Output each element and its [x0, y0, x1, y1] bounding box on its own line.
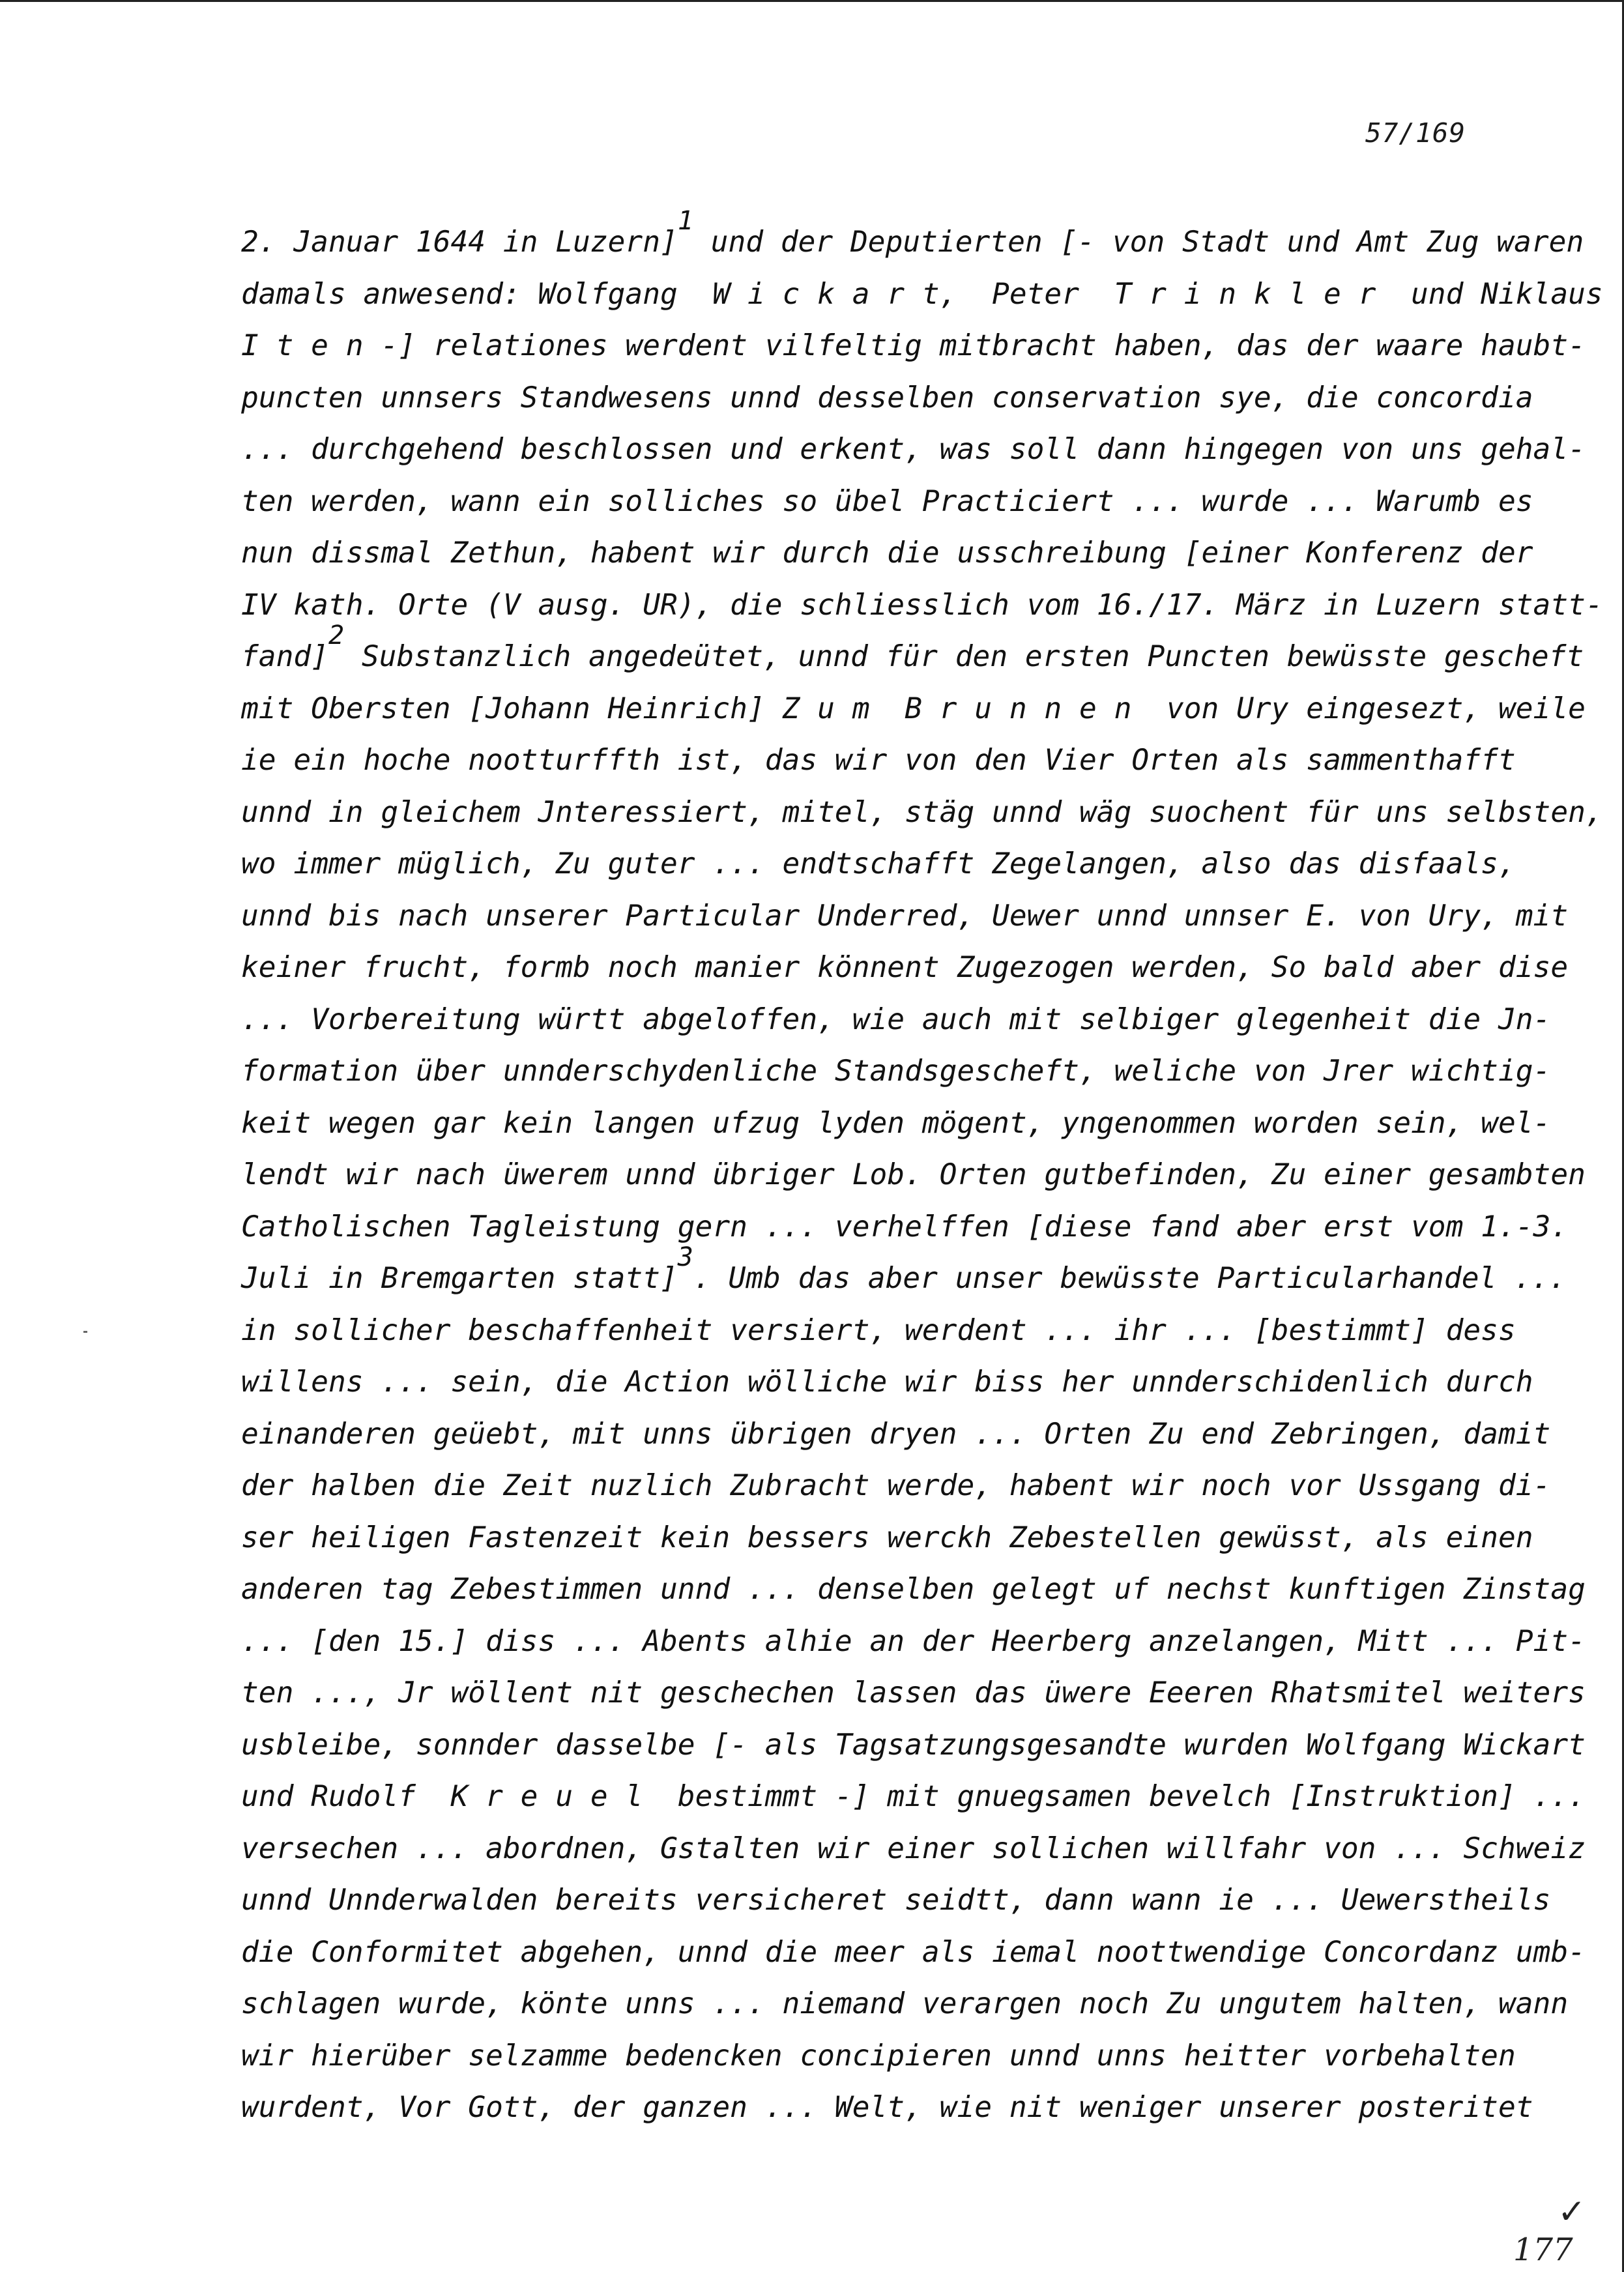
line-text: ... [den 15.] diss ... Abents alhie an der Heerberg anzelangen, Mitt ... Pit-: [241, 1624, 1586, 1658]
line-text-continued: und der Deputierten [- von Stadt und Amt Zug waren: [693, 226, 1584, 259]
text-line: [241, 1512, 1533, 1564]
footnote-marker: 3: [677, 1242, 693, 1272]
text-line: [241, 1616, 1586, 1668]
line-text: keiner frucht, formb noch manier könnent Zugezogen werden, So bald aber dise: [241, 951, 1569, 984]
line-text: Juli in Bremgarten statt]: [241, 1262, 678, 1295]
text-line: [241, 1305, 1516, 1357]
text-line: [241, 320, 1586, 372]
line-text: wo immer müglich, Zu guter ... endtschafft Zegelangen, also das disfaals,: [241, 847, 1516, 881]
text-line: [241, 1719, 1586, 1771]
text-line: [241, 994, 1551, 1046]
text-line: [241, 579, 1603, 632]
line-text: in sollicher beschaffenheit versiert, werdent ... ihr ... [bestimmt] dess: [241, 1313, 1516, 1347]
line-text: die Conformitet abgehen, unnd die meer als iemal noottwendige Concordanz umb-: [241, 1935, 1586, 1969]
line-text: wir hierüber selzamme bedencken concipieren unnd unns heitter vorbehalten: [241, 2039, 1516, 2073]
text-line: [241, 1045, 1551, 1098]
scan-border-top: [0, 0, 1624, 2]
line-text: 2. Januar 1644 in Luzern]: [241, 226, 678, 259]
text-line: [241, 683, 1586, 735]
line-text: nun dissmal Zethun, habent wir durch die usschreibung [einer Konferenz der: [241, 536, 1533, 570]
text-line: [241, 1201, 1569, 1253]
line-text: anderen tag Zebestimmen unnd ... denselben gelegt uf nechst kunftigen Zinstag: [241, 1573, 1586, 1606]
text-line: [241, 1408, 1551, 1461]
line-text: I t e n -] relationes werdent vilfeltig mitbracht haben, das der waare haubt-: [241, 329, 1586, 362]
footnote-marker: 1: [677, 206, 693, 236]
line-text: ... Vorbereitung württ abgeloffen, wie auch mit selbiger glegenheit die Jn-: [241, 1002, 1551, 1036]
line-text: einanderen geüebt, mit unns übrigen dryen ... Orten Zu end Zebringen, damit: [241, 1417, 1551, 1451]
text-line: [241, 206, 1584, 269]
text-line: [241, 1927, 1586, 1979]
line-text: und Rudolf K r e u e l bestimmt -] mit gnuegsamen bevelch [Instruktion] ...: [241, 1780, 1586, 1813]
line-text: ser heiligen Fastenzeit kein bessers werckh Zebestellen gewüsst, als einen: [241, 1521, 1533, 1554]
text-line: [241, 787, 1603, 839]
line-text: der halben die Zeit nuzlich Zubracht werde, habent wir noch vor Ussgang di-: [241, 1469, 1551, 1502]
footnote-marker: 2: [328, 620, 345, 650]
text-line: [241, 1823, 1586, 1875]
line-text: usbleibe, sonnder dasselbe [- als Tagsatzungsgesandte wurden Wolfgang Wickart: [241, 1728, 1586, 1762]
line-text: IV kath. Orte (V ausg. UR), die schliesslich vom 16./17. März in Luzern statt-: [241, 588, 1603, 622]
text-line: [241, 372, 1533, 424]
line-text: formation über unnderschydenliche Standsgescheft, weliche von Jrer wichtig-: [241, 1055, 1551, 1088]
text-line: [241, 942, 1569, 994]
text-line: [241, 1242, 1567, 1305]
text-line: [241, 1564, 1586, 1616]
checkmark-icon: ✓: [1558, 2192, 1586, 2232]
text-line: [241, 1771, 1586, 1823]
line-text: ten werden, wann ein solliches so übel Practiciert ... wurde ... Warumb es: [241, 484, 1533, 518]
line-text: puncten unnsers Standwesens unnd desselben conservation sye, die concordia: [241, 381, 1533, 415]
text-line: [241, 2030, 1516, 2082]
text-line: [241, 1667, 1586, 1719]
page-number: 57/169: [1365, 117, 1466, 149]
text-line: [241, 1874, 1551, 1927]
body-text: [241, 206, 1603, 2134]
line-text: fand]: [241, 640, 328, 673]
line-text: damals anwesend: Wolfgang W i c k a r t, Peter T r i n k l e r und Niklaus: [241, 277, 1603, 311]
text-line: [241, 269, 1603, 321]
line-text: Catholischen Tagleistung gern ... verhelffen [diese fand aber erst vom 1.-3.: [241, 1210, 1569, 1244]
margin-mark: [83, 1331, 87, 1333]
text-line: [241, 424, 1586, 476]
text-line: [241, 735, 1516, 787]
line-text: lendt wir nach üwerem unnd übriger Lob. Orten gutbefinden, Zu einer gesambten: [241, 1158, 1586, 1191]
line-text: wurdent, Vor Gott, der ganzen ... Welt, wie nit weniger unserer posteritet: [241, 2091, 1533, 2124]
line-text: ten ..., Jr wöllent nit geschechen lassen das üwere Eeeren Rhatsmitel weiters: [241, 1676, 1586, 1710]
line-text: willens ... sein, die Action wölliche wir biss her unnderschidenlich durch: [241, 1365, 1533, 1399]
text-line: [241, 1149, 1586, 1201]
text-line: [241, 2082, 1533, 2134]
text-line: [241, 620, 1584, 683]
handwritten-page-mark: 177: [1513, 2232, 1573, 2268]
text-line: [241, 527, 1533, 579]
line-text-continued: . Umb das aber unser bewüsste Particularhandel ...: [693, 1262, 1567, 1295]
line-text: unnd in gleichem Jnteressiert, mitel, stäg unnd wäg suochent für uns selbsten,: [241, 795, 1603, 829]
line-text: unnd bis nach unserer Particular Underred, Uewer unnd unnser E. von Ury, mit: [241, 899, 1569, 933]
text-line: [241, 890, 1569, 942]
line-text: ie ein hoche nootturffth ist, das wir von den Vier Orten als sammenthafft: [241, 744, 1516, 777]
text-line: [241, 1460, 1551, 1512]
line-text: versechen ... abordnen, Gstalten wir einer sollichen willfahr von ... Schweiz: [241, 1831, 1586, 1865]
text-line: [241, 1978, 1569, 2030]
line-text: keit wegen gar kein langen ufzug lyden mögent, yngenommen worden sein, wel-: [241, 1106, 1551, 1140]
text-line: [241, 1356, 1533, 1408]
text-line: [241, 838, 1516, 890]
text-line: [241, 476, 1533, 528]
text-line: [241, 1098, 1551, 1150]
line-text: ... durchgehend beschlossen und erkent, was soll dann hingegen von uns gehal-: [241, 433, 1586, 466]
line-text: schlagen wurde, könte unns ... niemand verargen noch Zu ungutem halten, wann: [241, 1987, 1569, 2020]
line-text-continued: Substanzlich angedeütet, unnd für den ersten Puncten bewüsste gescheft: [344, 640, 1584, 673]
line-text: mit Obersten [Johann Heinrich] Z u m B r u n n e n von Ury eingesezt, weile: [241, 692, 1586, 725]
line-text: unnd Unnderwalden bereits versicheret seidtt, dann wann ie ... Uewerstheils: [241, 1884, 1551, 1917]
